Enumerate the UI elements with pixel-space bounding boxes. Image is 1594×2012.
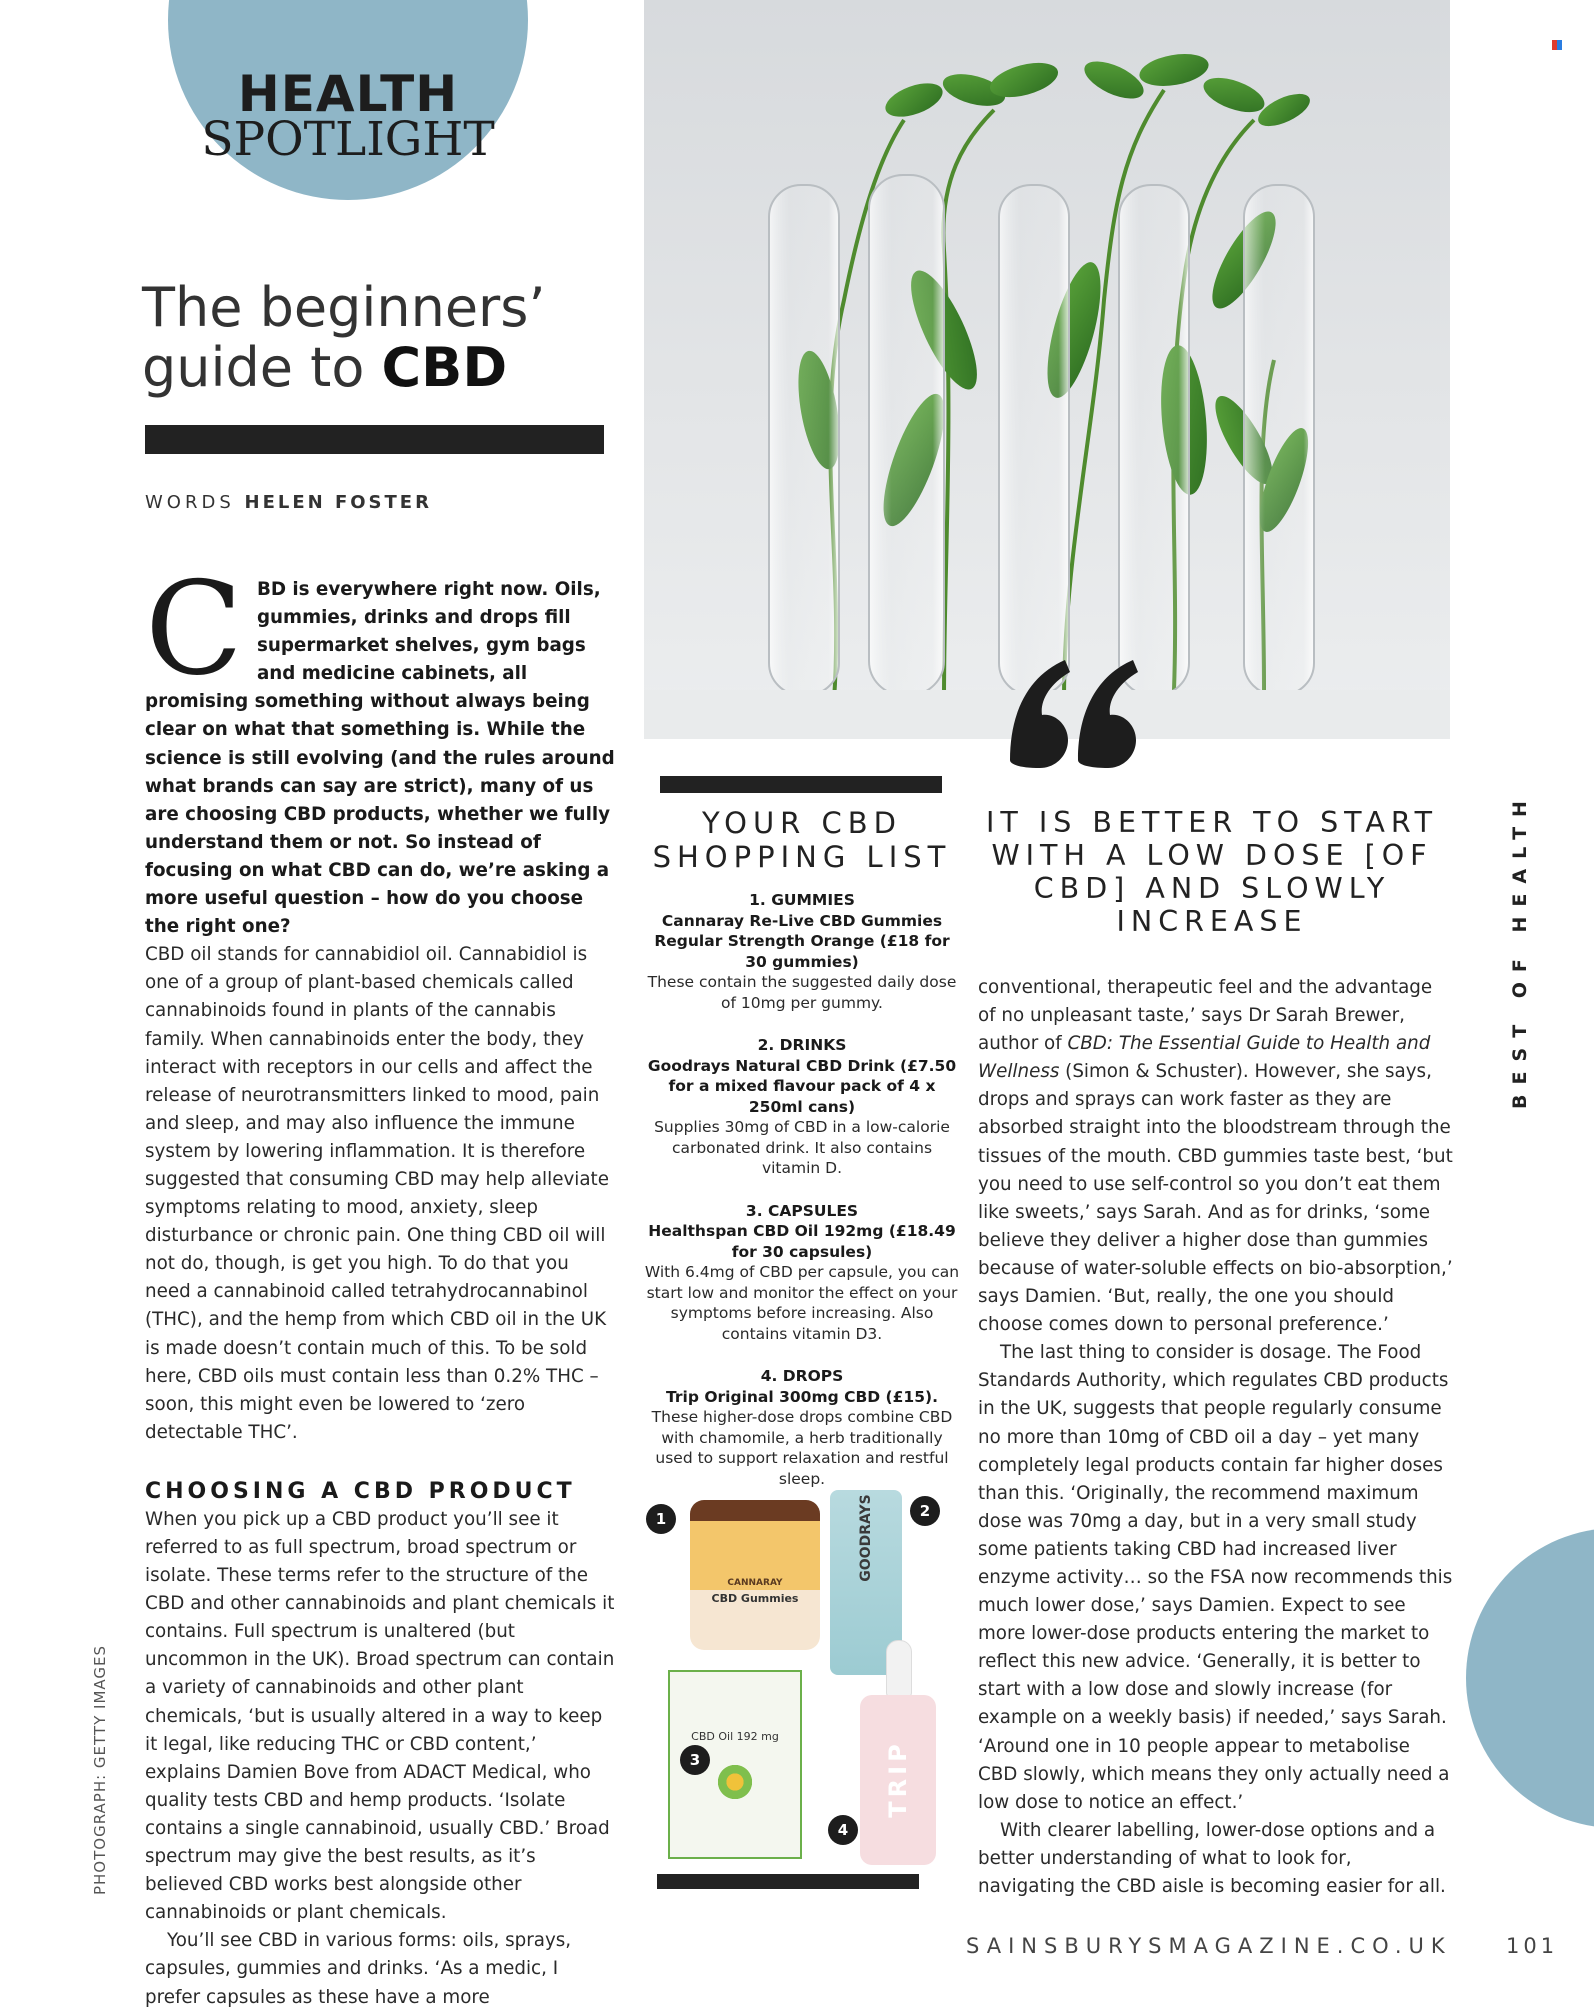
list-item (644, 1366, 960, 1489)
hero-photo (644, 0, 1450, 739)
bottle-brand: TRIP (884, 1740, 912, 1818)
article-title (142, 278, 546, 398)
byline (145, 492, 432, 513)
intro-paragraph: BD is everywhere right now. Oils, gummies, drinks and drops fill supermarket shelves, gym bags and medicine cabinets, all promising something without always being clear on what that something is. While the science is still evolving (and the rules around what brands can say are strict), many of us are choosing CBD products, whether we fully understand them or not. So instead of focusing on what CBD can do, we’re asking a more useful question – how do you choose the right one? (145, 579, 615, 938)
list-item (644, 1035, 960, 1179)
list-item (644, 890, 960, 1013)
body-paragraph-5: The last thing to consider is dosage. The Food Standards Authority, which regulates CBD products in the UK, suggests that people regularly consume no more than 10mg of CBD oil a day – yet many completely legal products contain far higher doses than this. ‘Originally, the recommend maximum dose was 70mg a day, but in a very small study some patients taking CBD had increased liver enzyme activity… so the FSA now recommends this much lower dose,’ says Damien. Expect to see more lower-dose products entering the market to reflect this new advice. ‘Generally, it is better to start with a low dose and slowly increase (for example on a weekly basis) if needed,’ says Sarah. ‘Around one in 10 people appear to metabolise CBD slowly, which means they only actually need a low dose to notice an effect.’ (978, 1342, 1453, 1813)
box-flower-icon (715, 1762, 755, 1802)
body-paragraph-1: CBD oil stands for cannabidiol oil. Cannabidiol is one of a group of plant-based chemicals called cannabinoids found in plants of the cannabis family. When cannabinoids enter the body, they interact with receptors in our cells and affect the release of neurotransmitters linked to mood, pain and sleep, and may also influence the immune system by lowering inflammation. It is therefore suggested that consuming CBD may help alleviate symptoms relating to mood, anxiety, sleep disturbance or chronic pain. One thing CBD oil will not do, though, is get you high. To do that you need a cannabinoid called tetrahydrocannabinol (THC), and the hemp from which CBD oil in the UK is made doesn’t contain much of this. To be sold here, CBD oils must contain less than 0.2% THC – soon, this might even be lowered to ‘zero detectable THC’. (145, 944, 609, 1443)
list-item-heading: 4. DROPS (760, 1367, 844, 1385)
test-tubes-illustration (644, 0, 1450, 739)
list-item-heading: 3. CAPSULES (745, 1201, 859, 1220)
paragraph-4-part-a: conventional, therapeutic feel and the advantage of no unpleasant taste,’ says Dr Sarah Brewer, author of (978, 977, 1433, 1055)
badge-spotlight-text: SPOTLIGHT (201, 112, 495, 167)
quote-mark-icon (1000, 640, 1140, 790)
corner-mark-icon (1552, 40, 1562, 50)
list-item (644, 1201, 960, 1345)
book-title: CBD: The Essential Guide to Health and Wellness (978, 1033, 1431, 1083)
product-number-2: 2 (910, 1496, 940, 1526)
footer-url: SAINSBURYSMAGAZINE.CO.UK (966, 1934, 1452, 1958)
paragraph-4-part-b: (Simon & Schuster). However, she says, drops and sprays can work faster as they are absorbed straight into the bloodstream through the tissues of the mouth. CBD gummies taste best, ‘but you need to use self-control so you don’t eat them like sweets,’ says Sarah. And as for drinks, ‘some believe they deliver a higher dose than gummies because of water-soluble effects on bio-absorption,’ says Damien. ‘But, really, the one you should choose comes down to personal preference.’ (978, 1061, 1453, 1336)
body-paragraph-3: You’ll see CBD in various forms: oils, sprays, capsules, gummies and drinks. ‘As a medic, I prefer capsules as these have a more (145, 1930, 572, 2008)
title-divider-bar (145, 425, 604, 454)
section-side-label (1500, 780, 1540, 1120)
side-label-text: BEST OF HEALTH (1509, 791, 1531, 1109)
photo-credit-text: PHOTOGRAPH: GETTY IMAGES (91, 1644, 109, 1896)
list-item-desc: These contain the suggested daily dose of 10mg per gummy. (647, 973, 957, 1012)
drops-bottle-image (860, 1640, 936, 1865)
product-number-4: 4 (828, 1815, 858, 1845)
list-item-desc: Supplies 30mg of CBD in a low-calorie carbonated drink. It also contains vitamin D. (654, 1118, 950, 1177)
box-label: CBD Oil 192 mg (691, 1730, 779, 1743)
list-item-product: Cannaray Re-Live CBD Gummies Regular Strength Orange (£18 for 30 gummies) (654, 911, 950, 971)
title-line1: The beginners’ (142, 276, 546, 339)
title-line2-prefix: guide to (142, 336, 382, 399)
gummies-jar-image (690, 1500, 820, 1650)
jar-brand: CANNARAY (727, 1578, 783, 1588)
shopping-list-title (644, 806, 960, 874)
product-number-3: 3 (680, 1745, 710, 1775)
title-line2-bold: CBD (381, 336, 508, 399)
list-item-product: Goodrays Natural CBD Drink (£7.50 for a mixed flavour pack of 4 x 250ml cans) (647, 1056, 957, 1116)
shopping-list-bar (660, 776, 942, 793)
section-subhead: CHOOSING A CBD PRODUCT (145, 1478, 576, 1504)
product-images (640, 1490, 960, 1870)
photo-credit (80, 1640, 120, 1900)
body-paragraph-4 (978, 974, 1453, 1339)
list-item-product: Trip Original 300mg CBD (£15). (666, 1387, 938, 1406)
list-item-desc: With 6.4mg of CBD per capsule, you can start low and monitor the effect on your symptoms before increasing. Also contains vitamin D3. (644, 1263, 960, 1343)
shopping-list-title-line1: YOUR CBD (701, 806, 903, 840)
can-brand: GOODRAYS (858, 1494, 874, 1582)
shopping-list (644, 890, 960, 1511)
list-item-desc: These higher-dose drops combine CBD with chamomile, a herb traditionally used to support relaxation and restful sleep. (651, 1408, 953, 1488)
body-paragraph-6: With clearer labelling, lower-dose options and a better understanding of what to look for, navigating the CBD aisle is becoming easier for all. (978, 1819, 1446, 1897)
shopping-list-title-line2: SHOPPING LIST (652, 840, 952, 874)
byline-author: HELEN FOSTER (244, 492, 432, 513)
jar-label: CBD Gummies (711, 1592, 799, 1605)
decorative-corner-circle (1466, 1528, 1594, 1828)
article-column-left (145, 555, 617, 2012)
page-number: 101 (1506, 1934, 1559, 1958)
shopping-list-bottom-bar (657, 1874, 919, 1889)
badge-health-text: HEALTH (237, 65, 459, 123)
byline-label: WORDS (145, 492, 235, 513)
list-item-product: Healthspan CBD Oil 192mg (£18.49 for 30 capsules) (648, 1222, 956, 1261)
body-paragraph-2: When you pick up a CBD product you’ll see it referred to as full spectrum, broad spectrum or isolate. These terms refer to the structure of the CBD and other cannabinoids and plant chemicals it contains. Full spectrum is unaltered (but uncommon in the UK). Broad spectrum can contain a variety of cannabinoids and other plant chemicals, ‘but is usually altered in a way to keep it legal, like reducing THC or CBD content,’ explains Damien Bove from ADACT Medical, who quality tests CBD and hemp products. ‘Isolate contains a single cannabinoid, usually CBD.’ Broad spectrum may give the best results, as it’s believed CBD works best alongside other cannabinoids or plant chemicals. (145, 1508, 615, 1924)
product-number-1: 1 (646, 1504, 676, 1534)
pull-quote: IT IS BETTER TO START WITH A LOW DOSE [OF CBD] AND SLOWLY INCREASE (986, 806, 1438, 938)
drop-cap: C (145, 555, 243, 704)
title-line2 (142, 338, 546, 398)
article-column-right (978, 974, 1453, 1901)
list-item-heading: 1. GUMMIES (749, 891, 855, 909)
list-item-heading: 2. DRINKS (757, 1036, 847, 1054)
